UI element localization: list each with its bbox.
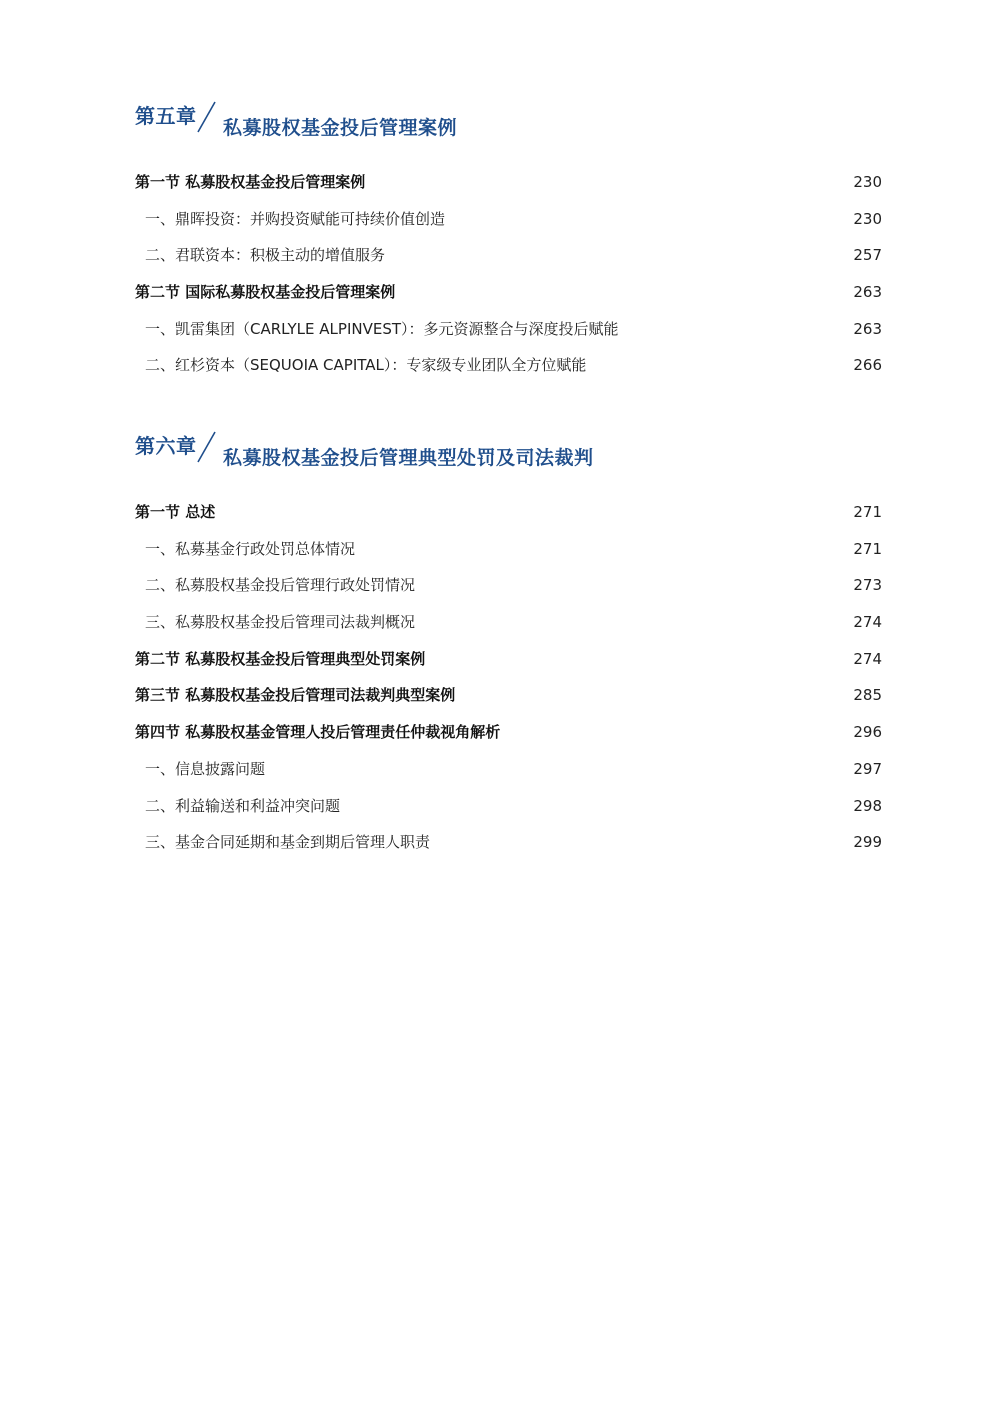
toc-entry-page: 298 xyxy=(853,796,882,815)
toc-entry-label: 二、红杉资本（SEQUOIA CAPITAL）：专家级专业团队全方位赋能 xyxy=(145,356,587,375)
toc-entry-subsection[interactable] xyxy=(135,567,882,604)
toc-entry-page: 297 xyxy=(853,759,882,778)
toc-entry-subsection[interactable] xyxy=(135,531,882,568)
toc-entry-section[interactable] xyxy=(135,677,882,714)
toc-entry-subsection[interactable] xyxy=(135,824,882,861)
chapter-header xyxy=(135,100,895,150)
toc-entry-label: 第二节 私募股权基金投后管理典型处罚案例 xyxy=(135,649,426,668)
toc-entry-subsection[interactable] xyxy=(135,347,882,384)
toc-entry-label: 三、私募股权基金投后管理司法裁判概况 xyxy=(145,613,416,632)
toc-entry-label: 第三节 私募股权基金投后管理司法裁判典型案例 xyxy=(135,686,456,705)
toc-entry-section[interactable] xyxy=(135,274,882,311)
toc-entry-subsection[interactable] xyxy=(135,311,882,348)
toc-entry-label: 一、凯雷集团（CARLYLE ALPINVEST）：多元资源整合与深度投后赋能 xyxy=(145,319,619,338)
toc-entry-section[interactable] xyxy=(135,641,882,678)
toc-entry-label: 二、私募股权基金投后管理行政处罚情况 xyxy=(145,576,416,595)
toc-entry-page: 299 xyxy=(853,833,882,852)
toc-entry-label: 第四节 私募股权基金管理人投后管理责任仲裁视角解析 xyxy=(135,723,501,742)
toc-entry-subsection[interactable] xyxy=(135,201,882,238)
toc-entry-label: 第一节 私募股权基金投后管理案例 xyxy=(135,173,366,191)
slash-divider-icon xyxy=(195,430,217,464)
toc-entry-page: 266 xyxy=(853,356,882,375)
toc-entry-page: 257 xyxy=(853,246,882,265)
toc-entry-section[interactable] xyxy=(135,164,882,201)
toc-entry-label: 一、鼎晖投资：并购投资赋能可持续价值创造 xyxy=(145,209,446,228)
toc-entry-subsection[interactable] xyxy=(135,604,882,641)
toc-entry-subsection[interactable] xyxy=(135,788,882,825)
toc-entry-page: 230 xyxy=(853,209,882,228)
toc-entry-label: 一、私募基金行政处罚总体情况 xyxy=(145,539,356,558)
chapter-number: 第六章 xyxy=(135,434,197,458)
toc-entry-label: 第一节 总述 xyxy=(135,503,216,521)
chapter-title: 私募股权基金投后管理案例 xyxy=(223,117,458,139)
toc-entry-subsection[interactable] xyxy=(135,751,882,788)
toc-entry-page: 274 xyxy=(853,613,882,632)
toc-entry-page: 274 xyxy=(853,649,882,668)
toc-entry-page: 271 xyxy=(853,539,882,558)
slash-divider-icon xyxy=(195,100,217,134)
toc-list-chapter-5 xyxy=(135,164,882,384)
toc-entry-page: 263 xyxy=(853,283,882,302)
chapter-header xyxy=(135,430,895,480)
toc-entry-page: 271 xyxy=(853,503,882,521)
toc-list-chapter-6 xyxy=(135,494,882,861)
toc-entry-label: 一、信息披露问题 xyxy=(145,759,266,778)
toc-entry-page: 263 xyxy=(853,319,882,338)
toc-entry-label: 第二节 国际私募股权基金投后管理案例 xyxy=(135,283,396,302)
toc-entry-page: 230 xyxy=(853,173,882,191)
toc-entry-subsection[interactable] xyxy=(135,237,882,274)
toc-entry-section[interactable] xyxy=(135,494,882,531)
toc-entry-section[interactable] xyxy=(135,714,882,751)
toc-entry-label: 二、君联资本：积极主动的增值服务 xyxy=(145,246,386,265)
chapter-number: 第五章 xyxy=(135,104,197,128)
toc-entry-page: 285 xyxy=(853,686,882,705)
toc-entry-label: 二、利益输送和利益冲突问题 xyxy=(145,796,341,815)
toc-entry-label: 三、基金合同延期和基金到期后管理人职责 xyxy=(145,833,431,852)
chapter-title: 私募股权基金投后管理典型处罚及司法裁判 xyxy=(223,447,594,469)
toc-entry-page: 273 xyxy=(853,576,882,595)
toc-entry-page: 296 xyxy=(853,723,882,742)
